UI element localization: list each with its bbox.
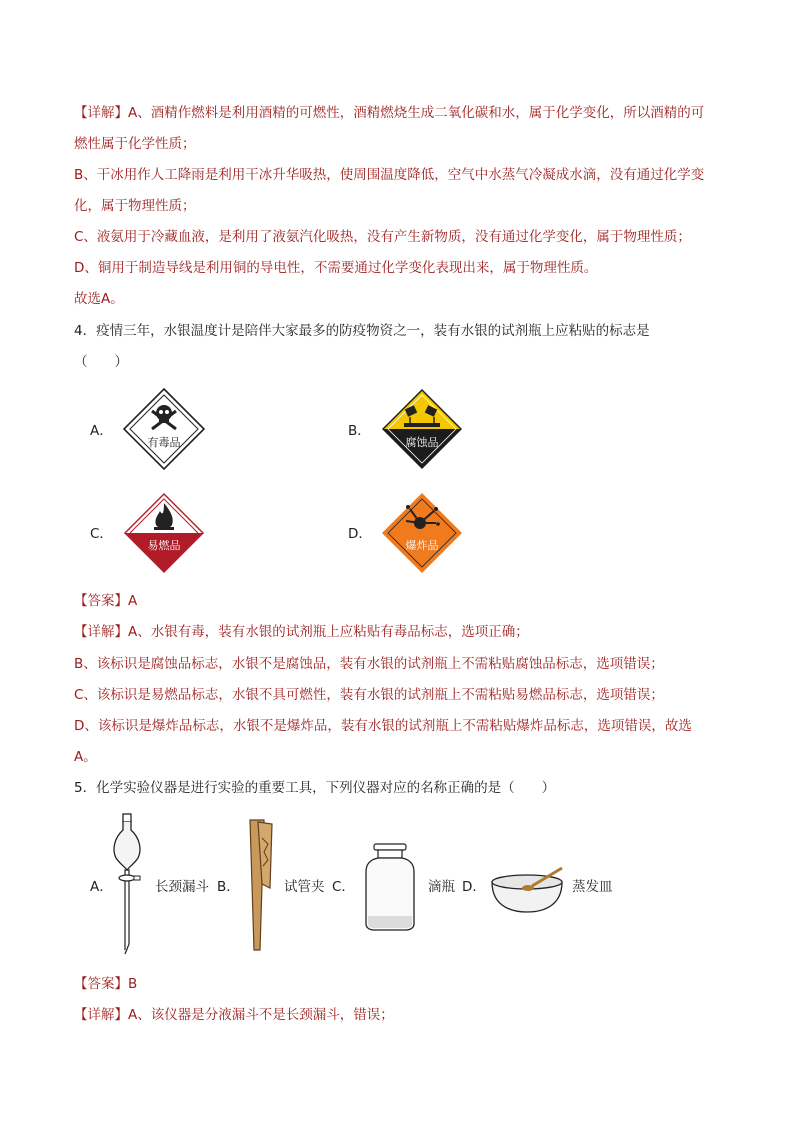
prev-detail-line-4: 化，属于物理性质； — [74, 198, 196, 214]
evaporating-dish-icon — [488, 864, 566, 914]
q5-option-c-image[interactable] — [362, 842, 418, 932]
prev-detail-line-1: 【详解】A、酒精作燃料是利用酒精的可燃性，酒精燃烧生成二氧化碳和水，属于化学变化，所以酒精的可 — [74, 105, 705, 121]
prev-detail-line-3: B、干冰用作人工降雨是利用干冰升华吸热，使周围温度降低，空气中水蒸气冷凝成水滴，没有通过化学变 — [74, 167, 705, 183]
q4-detail-line-4: D、该标识是爆炸品标志，水银不是爆炸品，装有水银的试剂瓶上不需粘贴爆炸品标志，选项错误，故选 — [74, 718, 692, 734]
q5-option-b-letter: B． — [217, 879, 240, 895]
prev-detail-line-6: D、铜用于制造导线是利用铜的导电性，不需要通过化学变化表现出来，属于物理性质。 — [74, 260, 598, 276]
q4-option-b-sign[interactable] — [380, 387, 464, 471]
q5-option-d-image[interactable] — [488, 864, 566, 914]
q5-option-c-letter: C． — [332, 879, 355, 895]
q4-answer: 【答案】A — [74, 593, 138, 609]
q5-answer: 【答案】B — [74, 976, 138, 992]
q4-option-a-letter: A． — [90, 423, 113, 439]
q5-option-a-name: 长颈漏斗 — [155, 879, 209, 895]
q5-option-b-name: 试管夹 — [284, 879, 325, 895]
q5-stem: 5．化学实验仪器是进行实验的重要工具，下列仪器对应的名称正确的是（ ） — [74, 780, 556, 796]
q4-detail-line-2: B、该标识是腐蚀品标志，水银不是腐蚀品，装有水银的试剂瓶上不需粘贴腐蚀品标志，选项错误； — [74, 656, 664, 672]
q4-option-b-letter: B． — [348, 423, 371, 439]
q4-option-c-sign[interactable] — [122, 491, 206, 575]
q4-option-c-sign-text: 易燃品 — [147, 539, 181, 552]
separatory-funnel-icon — [108, 812, 146, 958]
q4-option-a-sign[interactable] — [122, 387, 206, 471]
q5-option-d-name: 蒸发皿 — [572, 879, 613, 895]
q5-option-c-name: 滴瓶 — [428, 879, 455, 895]
q4-detail-line-3: C、该标识是易燃品标志，水银不具可燃性，装有水银的试剂瓶上不需粘贴易燃品标志，选项错误； — [74, 687, 664, 703]
q4-detail-line-1: 【详解】A、水银有毒，装有水银的试剂瓶上应粘贴有毒品标志，选项正确； — [74, 624, 529, 640]
prev-detail-line-5: C、液氨用于冷藏血液，是利用了液氨汽化吸热，没有产生新物质，没有通过化学变化，属于物理性质； — [74, 229, 691, 245]
q5-option-b-image[interactable] — [244, 818, 278, 952]
q4-detail-line-5: A。 — [74, 749, 97, 765]
q4-option-c-letter: C． — [90, 526, 113, 542]
q4-stem: 4．疫情三年，水银温度计是陪伴大家最多的防疫物资之一，装有水银的试剂瓶上应粘贴的标志是 — [74, 323, 650, 339]
q4-option-d-sign[interactable] — [380, 491, 464, 575]
q4-blank: （ ） — [74, 354, 128, 370]
q4-option-d-sign-text: 爆炸品 — [405, 539, 439, 552]
prev-detail-line-2: 燃性属于化学性质； — [74, 136, 196, 152]
q5-option-d-letter: D． — [462, 879, 486, 895]
q5-detail-line-1: 【详解】A、该仪器是分液漏斗不是长颈漏斗，错误； — [74, 1007, 394, 1023]
q5-option-a-letter: A． — [90, 879, 113, 895]
test-tube-clamp-icon — [244, 818, 278, 952]
q4-option-a-sign-text: 有毒品 — [147, 436, 181, 449]
wide-mouth-bottle-icon — [362, 842, 418, 932]
q4-option-b-sign-text: 腐蚀品 — [405, 436, 439, 449]
prev-detail-line-7: 故选A。 — [74, 291, 124, 307]
q4-option-d-letter: D． — [348, 526, 372, 542]
q5-option-a-image[interactable] — [108, 812, 146, 958]
